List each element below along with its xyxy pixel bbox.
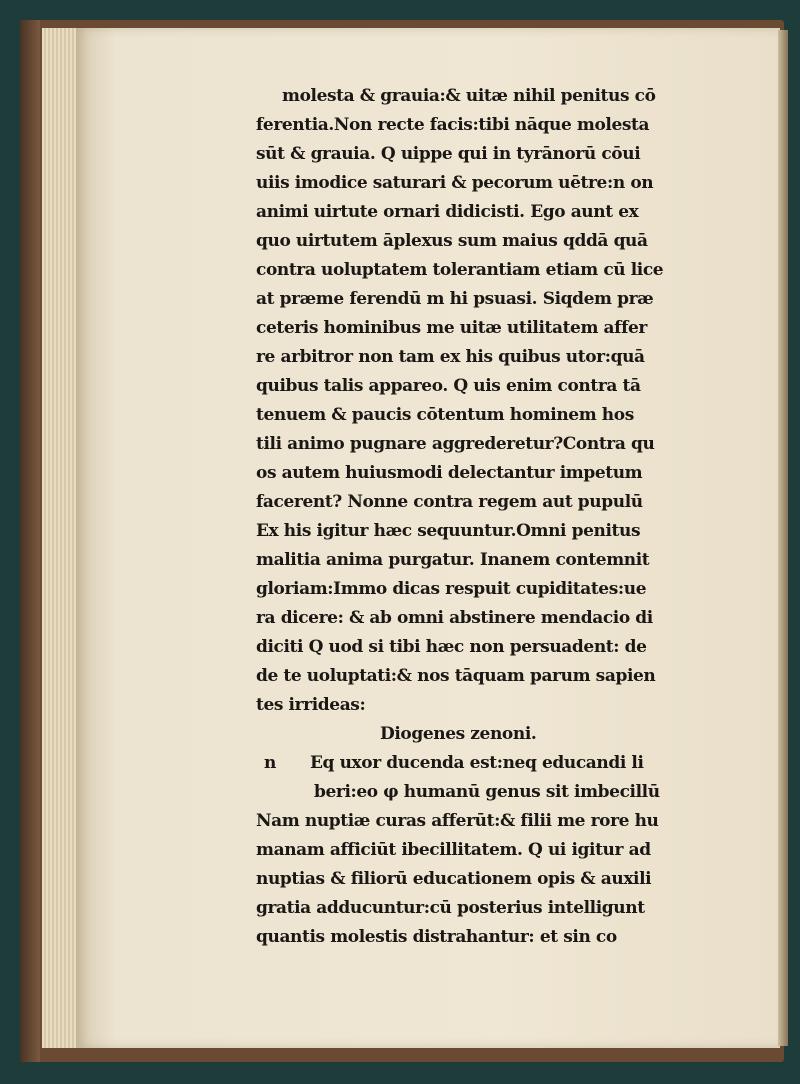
text-line: nuptias & filiorū educationem opis & auxili bbox=[256, 869, 652, 889]
text-line: quantis molestis distrahantur: et sin co bbox=[256, 927, 617, 947]
text-line: ceteris hominibus me uitæ utilitatem affer bbox=[256, 318, 647, 338]
text-line: tes irrideas: bbox=[256, 695, 366, 715]
text-line: contra uoluptatem tolerantiam etiam cū lice bbox=[256, 260, 664, 280]
text-line: ra dicere: & ab omni abstinere mendacio di bbox=[256, 608, 653, 628]
chapter-first-line-text: Eq uxor ducenda est:neq educandi li bbox=[310, 753, 644, 773]
text-line: manam afficiūt ibecillitatem. Q ui igitur ad bbox=[256, 840, 651, 860]
text-line: sūt & grauia. Q uippe qui in tyrānorū cōui bbox=[256, 144, 641, 164]
chapter-first-line bbox=[256, 749, 686, 778]
text-line: de te uoluptati:& nos tāquam parum sapien bbox=[256, 666, 656, 686]
text-line: re arbitror non tam ex his quibus utor:quā bbox=[256, 347, 645, 367]
section-heading: Diogenes zenoni. bbox=[380, 724, 537, 744]
text-line: molesta & grauia:& uitæ nihil penitus cō bbox=[282, 86, 656, 106]
text-line: tili animo pugnare aggrederetur?Contra qu bbox=[256, 434, 655, 454]
chapter-initial: n bbox=[264, 753, 276, 773]
text-line: malitia anima purgatur. Inanem contemnit bbox=[256, 550, 650, 570]
text-line: quo uirtutem āplexus sum maius qddā quā bbox=[256, 231, 648, 251]
text-line: animi uirtute ornari didicisti. Ego aunt ex bbox=[256, 202, 639, 222]
text-line: os autem huiusmodi delectantur impetum bbox=[256, 463, 643, 483]
text-line: Ex his igitur hæc sequuntur.Omni penitus bbox=[256, 521, 641, 541]
text-line: beri:eo φ humanū genus sit imbecillū bbox=[314, 782, 660, 802]
text-line: tenuem & paucis cōtentum hominem hos bbox=[256, 405, 634, 425]
text-line: gloriam:Immo dicas respuit cupiditates:ue bbox=[256, 579, 647, 599]
text-line: gratia adducuntur:cū posterius intelligunt bbox=[256, 898, 645, 918]
text-line: quibus talis appareo. Q uis enim contra tā bbox=[256, 376, 641, 396]
page-right-edge bbox=[778, 30, 788, 1046]
page-text bbox=[256, 82, 686, 952]
text-line: facerent? Nonne contra regem aut pupulū bbox=[256, 492, 643, 512]
text-line: diciti Q uod si tibi hæc non persuadent: de bbox=[256, 637, 647, 657]
text-line: ferentia.Non recte facis:tibi nāque molesta bbox=[256, 115, 650, 135]
binding-spine-edge bbox=[20, 20, 40, 1062]
text-line: Nam nuptiæ curas afferūt:& filii me rore hu bbox=[256, 811, 659, 831]
text-line: uiis imodice saturari & pecorum uētre:n on bbox=[256, 173, 654, 193]
text-line: at præme ferendū m hi psuasi. Siqdem præ bbox=[256, 289, 654, 309]
